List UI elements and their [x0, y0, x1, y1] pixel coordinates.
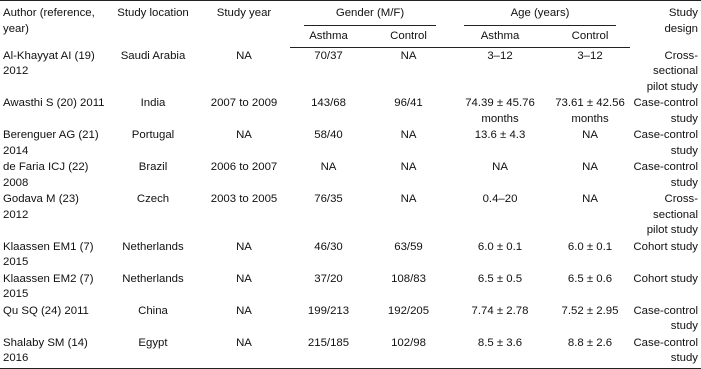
- cell-age-control: 6.0 ± 0.1: [567, 240, 613, 253]
- cell-gender-control: NA: [400, 193, 417, 205]
- cell-age-control: 73.61 ± 42.56 months: [555, 97, 625, 125]
- cell-age-asthma: 7.74 ± 2.78: [471, 304, 529, 317]
- cell-gender-asthma: 143/68: [311, 97, 346, 109]
- cell-age-control: 8.8 ± 2.6: [550, 335, 630, 369]
- cell-gender-asthma: 215/185: [290, 335, 367, 369]
- cell-age-control: 3–12: [577, 50, 603, 62]
- table-row: [0, 303, 701, 335]
- cell-gender-control: 63/59: [394, 240, 423, 253]
- cell-author: Awasthi S (20) 2011: [3, 97, 105, 109]
- cell-location: Czech: [136, 193, 170, 205]
- table-row: [0, 271, 701, 303]
- table-row: [0, 239, 701, 271]
- cell-year: NA: [236, 129, 252, 141]
- cell-location: Saudi Arabia: [120, 49, 186, 62]
- header-year: Study year: [198, 1, 290, 48]
- cell-age-asthma: 74.39 ± 45.76 months: [465, 97, 535, 125]
- cell-gender-asthma: NA: [320, 161, 337, 173]
- cell-gender-control: 102/98: [367, 335, 450, 369]
- cell-location: Netherlands: [122, 240, 184, 253]
- cell-age-control: 7.52 ± 2.95: [561, 304, 619, 317]
- cell-gender-asthma: 46/30: [314, 240, 343, 253]
- cell-author: Shalaby SM (14) 2016: [0, 335, 108, 369]
- cell-year: NA: [236, 49, 252, 62]
- cell-design: Case-control study: [633, 161, 699, 189]
- cell-design: Case-control study: [633, 304, 699, 332]
- cell-author: Al-Khayyat AI (19) 2012: [3, 49, 95, 77]
- cell-design: Cross-sectional pilot study: [646, 193, 699, 236]
- cell-gender-asthma: 70/37: [314, 50, 343, 62]
- cell-year: NA: [236, 304, 252, 317]
- header-author: Author (reference, year): [0, 1, 108, 48]
- cell-design: Case-control study: [633, 129, 699, 157]
- cell-age-control: NA: [582, 129, 598, 141]
- header-location: Study location: [108, 1, 198, 48]
- cell-gender-control: 108/83: [391, 272, 426, 285]
- cell-age-control: NA: [582, 193, 598, 205]
- cell-year: NA: [198, 335, 290, 369]
- header-gender-control: Control: [367, 26, 450, 48]
- cell-gender-control: 192/205: [387, 304, 430, 317]
- table-row: [0, 191, 701, 239]
- header-age-control: Control: [550, 26, 630, 48]
- cell-author: Klaassen EM1 (7) 2015: [3, 240, 94, 268]
- cell-age-asthma: NA: [492, 161, 508, 173]
- cell-location: India: [140, 97, 166, 109]
- cell-location: Portugal: [131, 129, 175, 141]
- cell-gender-control: NA: [400, 161, 417, 173]
- table-row: [0, 159, 701, 191]
- header-age-asthma: Asthma: [450, 26, 550, 48]
- cell-age-control: 6.5 ± 0.6: [567, 272, 613, 285]
- cell-year: NA: [236, 272, 252, 285]
- cell-gender-control: NA: [400, 50, 417, 62]
- table-row: [0, 95, 701, 127]
- cell-author: Qu SQ (24) 2011: [3, 304, 89, 317]
- cell-age-control: NA: [582, 161, 598, 173]
- cell-location: Netherlands: [122, 272, 184, 285]
- cell-design: Cohort study: [633, 240, 699, 253]
- cell-design: Case-control study: [630, 335, 701, 369]
- cell-design: Case-control study: [633, 97, 699, 125]
- cell-age-asthma: 6.5 ± 0.5: [477, 272, 523, 285]
- header-design: Study design: [630, 1, 701, 48]
- cell-year: NA: [236, 240, 252, 253]
- cell-age-asthma: 6.0 ± 0.1: [477, 240, 523, 253]
- cell-year: 2003 to 2005: [210, 193, 278, 205]
- cell-location: China: [138, 304, 168, 317]
- cell-design: Cohort study: [633, 272, 699, 285]
- header-gender-asthma: Asthma: [290, 26, 367, 48]
- cell-age-asthma: 13.6 ± 4.3: [474, 129, 526, 141]
- cell-gender-asthma: 58/40: [314, 129, 343, 141]
- cell-age-asthma: 3–12: [487, 50, 513, 62]
- cell-gender-control: NA: [400, 129, 417, 141]
- cell-location: Egypt: [108, 335, 198, 369]
- header-age: [450, 1, 630, 26]
- table-row: [0, 335, 701, 369]
- cell-gender-asthma: 199/213: [307, 304, 350, 317]
- table-body: [0, 48, 701, 369]
- cell-age-asthma: 0.4–20: [482, 193, 518, 205]
- header-gender-label: Gender (M/F): [304, 6, 436, 26]
- cell-age-asthma: 8.5 ± 3.6: [450, 335, 550, 369]
- cell-author: Klaassen EM2 (7) 2015: [3, 272, 94, 300]
- header-gender: [290, 1, 450, 26]
- cell-year: 2007 to 2009: [210, 97, 278, 109]
- table-row: [0, 48, 701, 96]
- cell-author: Berenguer AG (21) 2014: [3, 129, 99, 157]
- table-row: [0, 127, 701, 159]
- cell-gender-asthma: 37/20: [314, 272, 343, 285]
- cell-year: 2006 to 2007: [210, 161, 278, 173]
- table-header: [0, 1, 701, 48]
- cell-author: de Faria ICJ (22) 2008: [3, 161, 89, 189]
- header-age-label: Age (years): [464, 6, 616, 26]
- cell-location: Brazil: [138, 161, 168, 173]
- cell-gender-asthma: 76/35: [314, 193, 343, 205]
- header-row-top: [0, 1, 701, 26]
- cell-design: Cross-sectional pilot study: [646, 49, 699, 93]
- cell-gender-control: 96/41: [394, 97, 423, 109]
- cell-author: Godava M (23) 2012: [3, 193, 79, 221]
